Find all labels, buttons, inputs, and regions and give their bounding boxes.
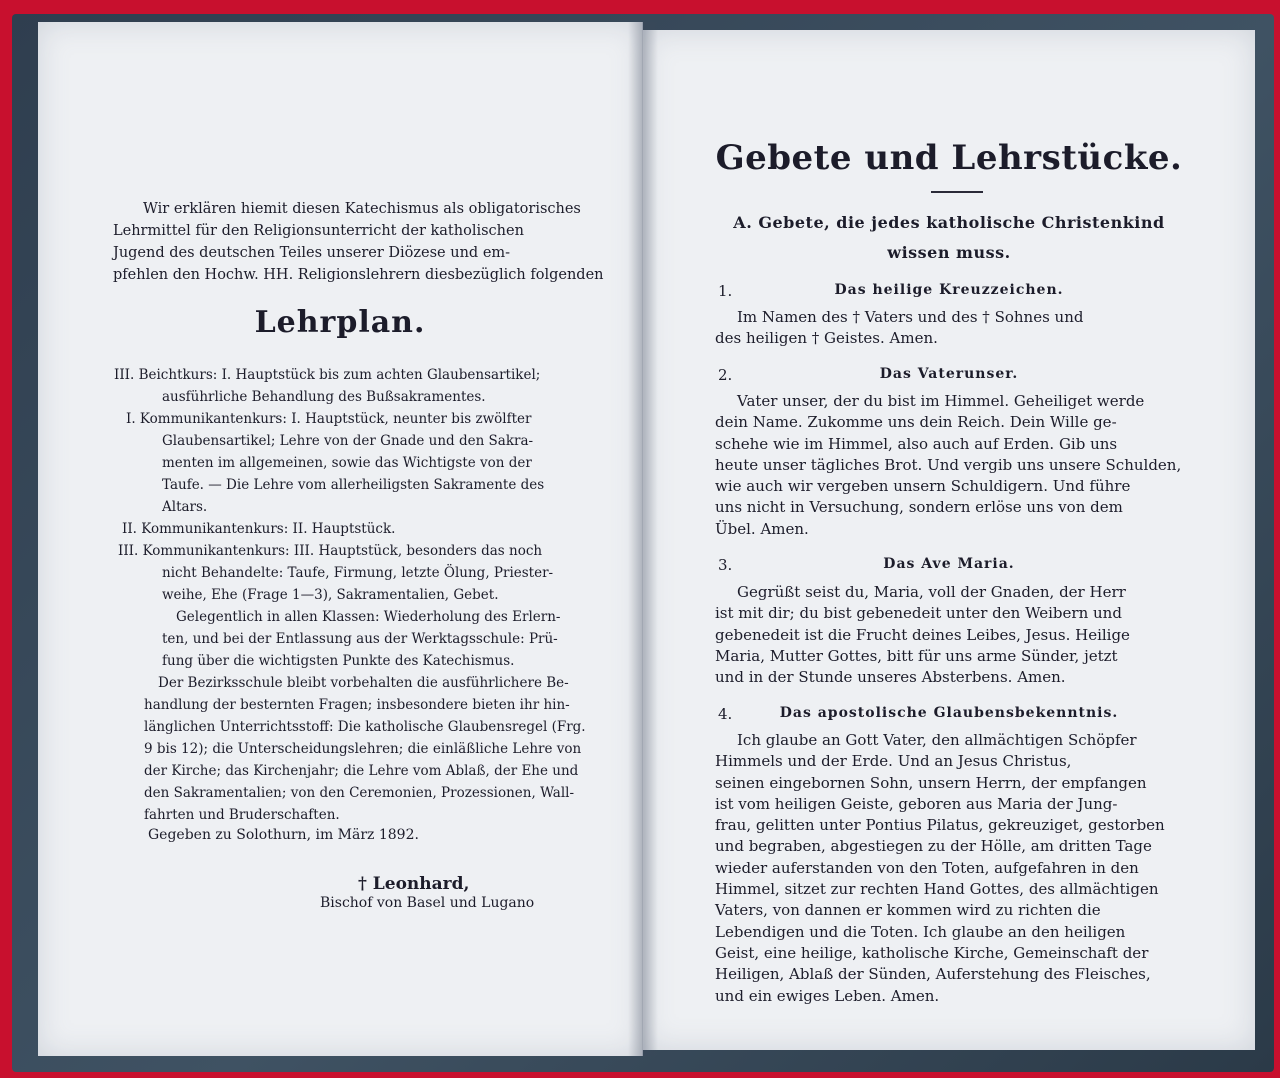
text-line: wieder auferstanden von den Toten, aufgefahren in den [715,858,1139,877]
date-line: Gegeben zu Solothurn, im März 1892. [148,827,419,843]
plan-line: menten im allgemeinen, sowie das Wichtigste von der [162,455,532,471]
prayer-text [715,582,1130,688]
plan-line: den Sakramentalien; von den Ceremonien, Prozessionen, Wall- [144,785,575,801]
text-line: Gegrüßt seist du, Maria, voll der Gnaden, der Herr [737,583,1126,601]
text-line: dein Name. Zukomme uns dein Reich. Dein Wille ge- [715,413,1117,432]
text-line: frau, gelitten unter Pontius Pilatus, gekreuziget, gestorben [715,816,1165,835]
signature-title: Bischof von Basel und Lugano [320,895,535,911]
plan-line: handlung der besternten Fragen; insbesondere bieten ihr hin- [144,697,570,713]
page-title: Gebete und Lehrstücke. [715,138,1183,178]
intro-line: pfehlen den Hochw. HH. Religionslehrern diesbezüglich folgenden [113,267,604,283]
text-line: heute unser tägliches Brot. Und vergib uns unsere Schulden, [715,455,1182,474]
text-line: gebenedeit ist die Frucht deines Leibes, Jesus. Heilige [715,625,1130,644]
plan-line: ausführliche Behandlung des Bußsakramentes. [162,389,486,405]
prayer-text [715,730,1165,1007]
text-line: und begraben, abgestiegen zu der Hölle, am dritten Tage [715,837,1152,856]
section-number: 1. [718,282,733,300]
section-number: 2. [718,366,733,384]
plan-line: 9 bis 12); die Unterscheidungslehren; die einläßliche Lehre von [144,741,582,757]
text-line: und ein ewiges Leben. Amen. [715,986,940,1005]
section-number: 4. [718,705,733,723]
text-line: Maria, Mutter Gottes, bitt für uns arme Sünder, jetzt [715,646,1118,665]
text-line: Himmels und der Erde. Und an Jesus Christus, [715,752,1072,771]
plan-line: Altars. [162,499,208,515]
intro-paragraph [113,198,604,286]
plan-line: weihe, Ehe (Frage 1—3), Sakramentalien, Gebet. [162,587,499,603]
plan-line: länglichen Unterrichtsstoff: Die katholische Glaubensregel (Frg. [144,719,586,735]
text-line: Heiligen, Ablaß der Sünden, Auferstehung des Fleisches, [715,965,1151,984]
text-line: Im Namen des † Vaters und des † Sohnes und [737,308,1084,326]
text-line: Übel. Amen. [715,519,809,538]
plan-line: fung über die wichtigsten Punkte des Katechismus. [162,653,515,669]
plan-line: Gelegentlich in allen Klassen: Wiederholung des Erlern- [176,609,561,625]
text-line: Himmel, sitzet zur rechten Hand Gottes, des allmächtigen [715,880,1159,899]
section-heading: Das Vaterunser. [879,366,1019,382]
section-heading: Das apostolische Glaubensbekenntnis. [779,705,1119,721]
plan-line: Der Bezirksschule bleibt vorbehalten die ausführlichere Be- [158,675,569,691]
text-line: Vater unser, der du bist im Himmel. Geheiliget werde [737,392,1145,410]
plan-line: Glaubensartikel; Lehre von der Gnade und den Sakra- [162,433,534,449]
plan-line: ten, und bei der Entlassung aus der Werktagsschule: Prü- [162,631,558,647]
text-line: seinen eingebornen Sohn, unsern Herrn, der empfangen [715,773,1147,792]
text-line: Lebendigen und die Toten. Ich glaube an den heiligen [715,922,1126,941]
section-number: 3. [718,556,733,574]
text-line: schehe wie im Himmel, also auch auf Erden. Gib uns [715,434,1118,453]
plan-line: II. Kommunikantenkurs: II. Hauptstück. [122,521,396,537]
lehrplan-body [114,364,586,826]
plan-line: III. Beichtkurs: I. Hauptstück bis zum achten Glaubensartikel; [114,367,541,383]
prayer-text [715,391,1181,540]
intro-line: Jugend des deutschen Teiles unserer Diözese und em- [113,245,511,261]
right-page [642,30,1255,1050]
text-line: Vaters, von dannen er kommen wird zu richten die [715,901,1101,920]
text-line: ist mit dir; du bist gebenedeit unter den Weibern und [715,604,1122,623]
signature-name: † Leonhard, [358,874,470,894]
text-line: ist vom heiligen Geiste, geboren aus Maria der Jung- [715,794,1118,813]
subtitle-line: A. Gebete, die jedes katholische Christenkind [733,213,1165,232]
subtitle-line: wissen muss. [887,243,1011,262]
text-line: Ich glaube an Gott Vater, den allmächtigen Schöpfer [737,731,1137,749]
left-page [38,22,643,1056]
text-line: uns nicht in Versuchung, sondern erlöse uns von dem [715,498,1123,517]
intro-line: Lehrmittel für den Religionsunterricht der katholischen [113,223,524,239]
prayer-text [715,307,1083,350]
plan-line: I. Kommunikantenkurs: I. Hauptstück, neunter bis zwölfter [126,411,532,427]
section-subtitle [643,208,1255,268]
text-line: wie auch wir vergeben unsern Schuldigern. Und führe [715,477,1131,496]
section-heading: Das heilige Kreuzzeichen. [834,282,1064,298]
text-line: und in der Stunde unseres Absterbens. Amen. [715,668,1066,687]
title-divider [931,191,983,193]
section-heading: Das Ave Maria. [883,556,1015,572]
plan-line: Taufe. — Die Lehre vom allerheiligsten Sakramente des [162,477,545,493]
lehrplan-title: Lehrplan. [254,305,426,340]
plan-line: III. Kommunikantenkurs: III. Hauptstück, besonders das noch [118,543,543,559]
text-line: Geist, eine heilige, katholische Kirche, Gemeinschaft der [715,943,1149,962]
plan-line: fahrten und Bruderschaften. [144,807,340,823]
plan-line: nicht Behandelte: Taufe, Firmung, letzte Ölung, Priester- [162,565,554,581]
plan-line: der Kirche; das Kirchenjahr; die Lehre vom Ablaß, der Ehe und [144,763,579,779]
intro-line: Wir erklären hiemit diesen Katechismus als obligatorisches [143,201,581,217]
text-line: des heiligen † Geistes. Amen. [715,329,938,348]
